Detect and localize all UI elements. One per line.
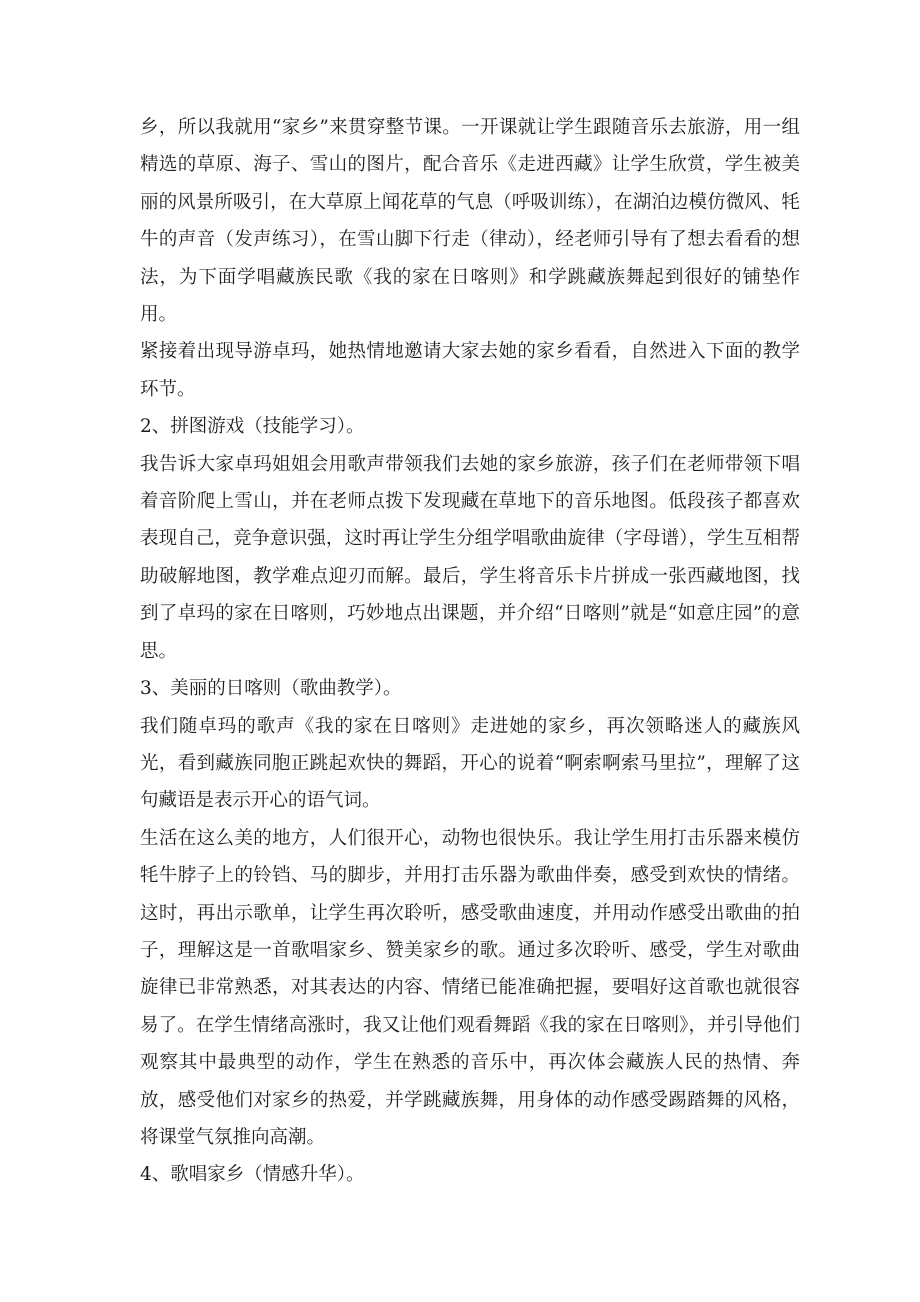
section-heading-3: 3、美丽的日喀则（歌曲教学）。 <box>140 678 402 700</box>
section-heading-4: 4、歌唱家乡（情感升华）。 <box>140 1164 365 1186</box>
paragraph-puzzle-game: 我告诉大家卓玛姐姐会用歌声带领我们去她的家乡旅游，孩子们在老师带领下唱着音阶爬上雪山，并在老师点拨下发现藏在草地下的音乐地图。低段孩子都喜欢表现自己，竞争意识强，这时再让学生分组学唱歌曲旋律（字母谱），学生互相帮助破解地图，教学难点迎刃而解。最后，学生将音乐卡片拼成一张西藏地图，找到了卓玛的家在日喀则，巧妙地点出课题，并介绍“日喀则”就是“如意庄园”的意思。 <box>140 453 800 662</box>
document-body <box>140 109 800 1194</box>
section-heading-2: 2、拼图游戏（技能学习）。 <box>140 416 365 438</box>
paragraph-intro: 乡，所以我就用“家乡”来贯穿整节课。一开课就让学生跟随音乐去旅游，用一组精选的草原、海子、雪山的图片，配合音乐《走进西藏》让学生欣赏，学生被美丽的风景所吸引，在大草原上闻花草的气息（呼吸训练），在湖泊边模仿微风、牦牛的声音（发声练习），在雪山脚下行走（律动），经老师引导有了想去看看的想法，为下面学唱藏族民歌《我的家在日喀则》和学跳藏族舞起到很好的铺垫作用。 <box>140 117 800 326</box>
paragraph-song-teaching: 生活在这么美的地方，人们很开心，动物也很快乐。我让学生用打击乐器来模仿牦牛脖子上的铃铛、马的脚步，并用打击乐器为歌曲伴奏，感受到欢快的情绪。这时，再出示歌单，让学生再次聆听，感受歌曲速度，并用动作感受出歌曲的拍子，理解这是一首歌唱家乡、赞美家乡的歌。通过多次聆听、感受，学生对歌曲旋律已非常熟悉，对其表达的内容、情绪已能准确把握，要唱好这首歌也就很容易了。在学生情绪高涨时，我又让他们观看舞蹈《我的家在日喀则》，并引导他们观察其中最典型的动作，学生在熟悉的音乐中，再次体会藏族人民的热情、奔放，感受他们对家乡的热爱，并学跳藏族舞，用身体的动作感受踢踏舞的风格，将课堂气氛推向高潮。 <box>140 827 800 1148</box>
paragraph-song-intro: 我们随卓玛的歌声《我的家在日喀则》走进她的家乡，再次领略迷人的藏族风光，看到藏族同胞正跳起欢快的舞蹈，开心的说着“啊索啊索马里拉”，理解了这句藏语是表示开心的语气词。 <box>140 715 800 812</box>
paragraph-guide-zhuoma: 紧接着出现导游卓玛，她热情地邀请大家去她的家乡看看，自然进入下面的教学环节。 <box>140 341 800 400</box>
